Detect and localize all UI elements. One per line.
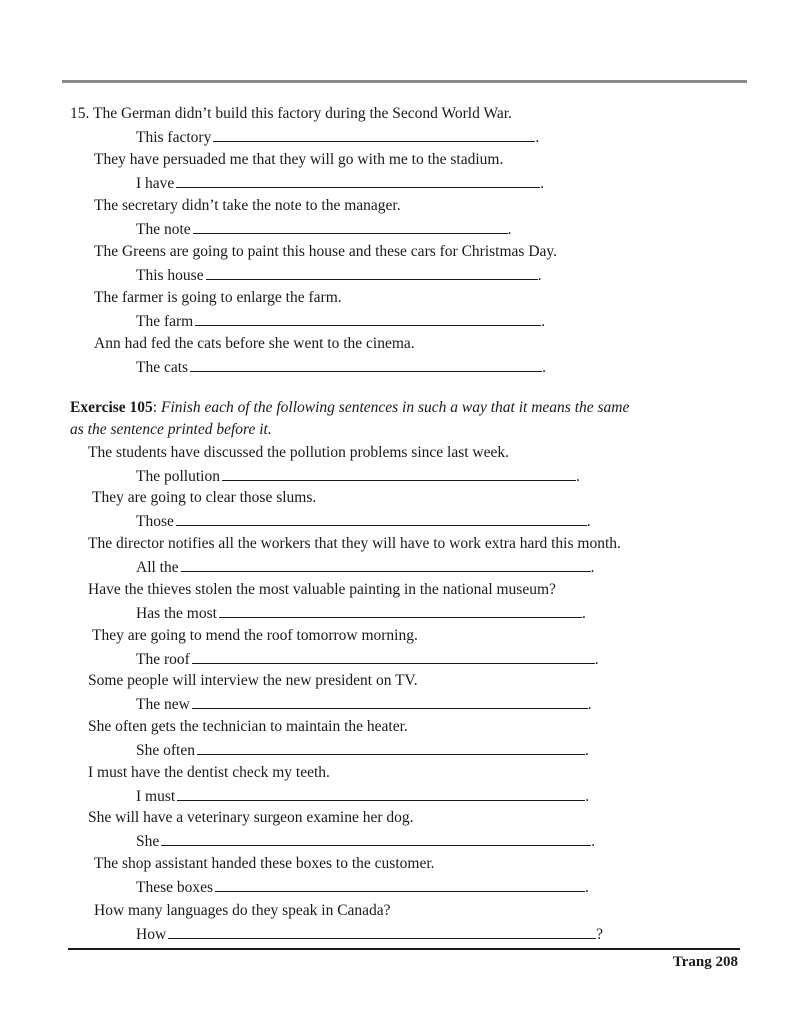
ex105-sentence-4: Have the thieves stolen the most valuable painting in the national museum? [88,581,556,598]
sentence-1: 15. The German didn’t build this factory during the Second World War. [70,105,512,122]
answer-line-5: The farm . [136,313,546,330]
sentence-2: They have persuaded me that they will go with me to the stadium. [94,151,504,168]
sentence-6: Ann had fed the cats before she went to the cinema. [94,335,415,352]
ex105-answer-1: The pollution . [136,468,580,485]
answer-line-3: The note . [136,221,512,238]
sentence-3: The secretary didn’t take the note to the manager. [94,197,401,214]
ex105-sentence-9: She will have a veterinary surgeon examine her dog. [88,809,414,826]
answer-blank[interactable] [190,358,542,372]
ex105-sentence-6: Some people will interview the new president on TV. [88,672,418,689]
ex105-answer-7: She often . [136,742,589,759]
answer-blank[interactable] [192,650,595,664]
sentence-5: The farmer is going to enlarge the farm. [94,289,342,306]
answer-blank[interactable] [215,878,585,892]
answer-line-4: This house . [136,267,542,284]
ex105-sentence-7: She often gets the technician to maintain the heater. [88,718,408,735]
bottom-divider [68,948,740,950]
answer-blank[interactable] [219,604,582,618]
answer-line-1: This factory . [136,129,540,146]
answer-line-6: The cats . [136,359,546,376]
answer-blank[interactable] [206,266,538,280]
ex105-answer-10: These boxes . [136,879,589,896]
answer-blank[interactable] [213,128,535,142]
ex105-sentence-8: I must have the dentist check my teeth. [88,764,330,781]
exercise-label: Exercise 105 [70,399,153,416]
ex105-answer-4: Has the most . [136,605,586,622]
ex105-answer-3: All the . [136,559,595,576]
exercise-instruction: Finish each of the following sentences in such a way that it means the same [160,399,630,416]
ex105-sentence-5: They are going to mend the roof tomorrow morning. [92,627,418,644]
ex105-answer-8: I must . [136,788,590,805]
answer-blank[interactable] [193,220,508,234]
ex105-answer-11: How ? [136,926,604,943]
answer-blank[interactable] [222,467,576,481]
answer-blank[interactable] [192,695,588,709]
answer-blank[interactable] [195,312,541,326]
ex105-sentence-11: How many languages do they speak in Canada? [94,902,391,919]
answer-blank[interactable] [168,925,596,939]
exercise-instruction-cont: as the sentence printed before it. [70,421,272,438]
ex105-answer-5: The roof . [136,651,599,668]
answer-blank[interactable] [197,741,585,755]
answer-blank[interactable] [176,512,587,526]
ex105-sentence-2: They are going to clear those slums. [92,489,317,506]
answer-blank[interactable] [176,174,540,188]
ex105-sentence-10: The shop assistant handed these boxes to the customer. [94,855,435,872]
answer-blank[interactable] [161,832,591,846]
answer-blank[interactable] [181,558,591,572]
ex105-sentence-3: The director notifies all the workers that they will have to work extra hard this month. [88,535,621,552]
page-number: Trang 208 [672,954,738,970]
sentence-4: The Greens are going to paint this house and these cars for Christmas Day. [94,243,558,260]
ex105-answer-9: She . [136,833,596,850]
ex105-answer-2: Those . [136,513,591,530]
exercise-heading: Exercise 105: Finish each of the following sentences in such a way that it means the same [70,399,630,416]
top-divider [62,80,747,83]
answer-line-2: I have . [136,175,545,192]
ex105-answer-6: The new . [136,696,592,713]
ex105-sentence-1: The students have discussed the pollution problems since last week. [88,444,509,461]
answer-blank[interactable] [177,787,585,801]
